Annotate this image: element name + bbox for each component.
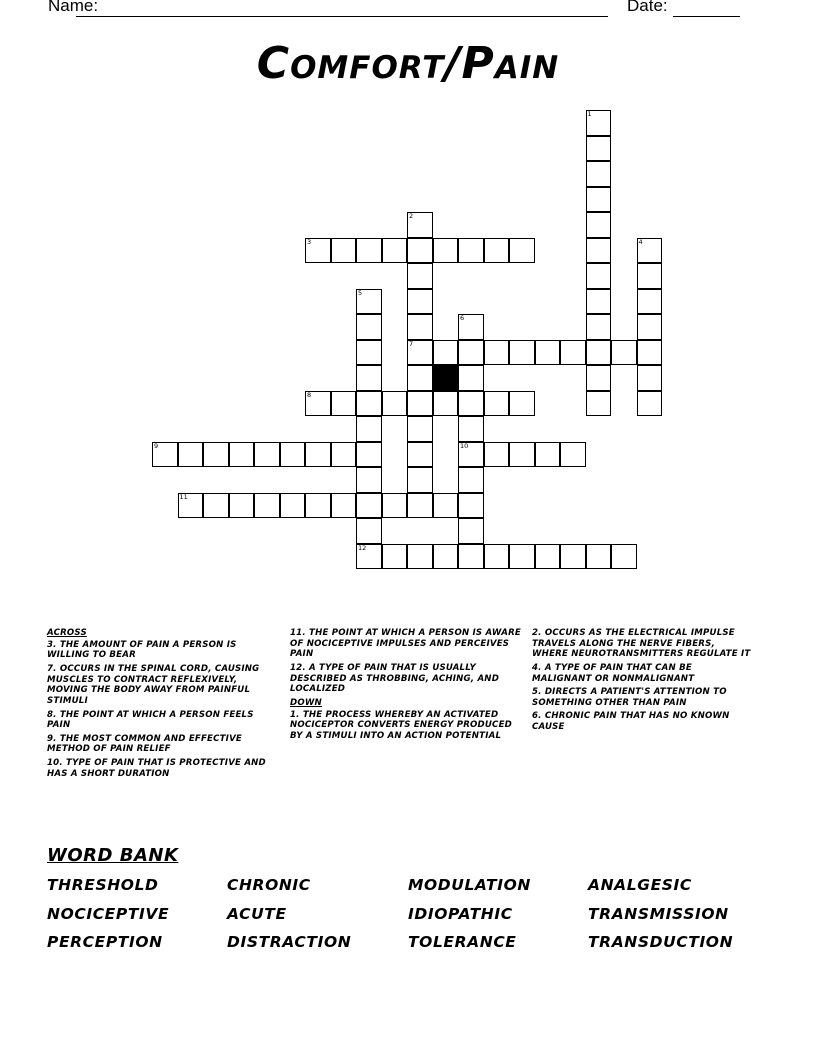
crossword-cell[interactable] bbox=[458, 493, 484, 519]
across-heading: ACROSS bbox=[47, 628, 87, 638]
crossword-cell[interactable] bbox=[560, 544, 586, 570]
crossword-cell[interactable] bbox=[535, 340, 561, 366]
crossword-cell[interactable] bbox=[586, 289, 612, 315]
crossword-cell[interactable] bbox=[356, 544, 382, 570]
clue-number: 6 bbox=[460, 314, 465, 322]
clues-column-2 bbox=[290, 628, 522, 744]
word-bank-item: TRANSMISSION bbox=[588, 905, 729, 923]
crossword-cell[interactable] bbox=[356, 467, 382, 493]
crossword-cell[interactable] bbox=[637, 289, 663, 315]
crossword-cell[interactable] bbox=[509, 391, 535, 417]
crossword-cell[interactable] bbox=[458, 544, 484, 570]
crossword-cell[interactable] bbox=[152, 442, 178, 468]
crossword-cell[interactable] bbox=[407, 493, 433, 519]
across-clue-11: 11. THE POINT AT WHICH A PERSON IS AWARE OF NOCICEPTIVE IMPULSES AND PERCEIVES PAIN bbox=[290, 628, 521, 660]
down-clue-5: 5. DIRECTS A PATIENT'S ATTENTION TO SOMETHING OTHER THAN PAIN bbox=[532, 687, 727, 708]
crossword-cell[interactable] bbox=[178, 442, 204, 468]
crossword-cell[interactable] bbox=[433, 391, 459, 417]
crossword-cell[interactable] bbox=[203, 442, 229, 468]
crossword-cell[interactable] bbox=[433, 238, 459, 264]
down-clue-4: 4. A TYPE OF PAIN THAT CAN BE MALIGNANT OR NONMALIGNANT bbox=[532, 662, 695, 684]
crossword-cell[interactable] bbox=[458, 314, 484, 340]
crossword-cell[interactable] bbox=[586, 544, 612, 570]
crossword-cell[interactable] bbox=[586, 238, 612, 264]
crossword-cell[interactable] bbox=[331, 442, 357, 468]
word-bank-item: NOCICEPTIVE bbox=[47, 905, 170, 923]
crossword-cell[interactable] bbox=[484, 238, 510, 264]
crossword-cell[interactable] bbox=[484, 442, 510, 468]
crossword-cell[interactable] bbox=[280, 493, 306, 519]
crossword-cell[interactable] bbox=[458, 391, 484, 417]
crossword-cell[interactable] bbox=[356, 238, 382, 264]
crossword-cell[interactable] bbox=[356, 365, 382, 391]
crossword-cell[interactable] bbox=[458, 340, 484, 366]
clue-number: 8 bbox=[307, 390, 312, 399]
crossword-cell[interactable] bbox=[407, 442, 433, 468]
crossword-cell[interactable] bbox=[407, 365, 433, 391]
crossword-cell[interactable] bbox=[637, 238, 663, 264]
crossword-cell[interactable] bbox=[203, 493, 229, 519]
crossword-cell[interactable] bbox=[407, 314, 433, 340]
crossword-cell[interactable] bbox=[433, 544, 459, 570]
crossword-cell[interactable] bbox=[458, 365, 484, 391]
crossword-cell[interactable] bbox=[509, 238, 535, 264]
crossword-cell[interactable] bbox=[382, 544, 408, 570]
down-clue-6: 6. CHRONIC PAIN THAT HAS NO KNOWN CAUSE bbox=[532, 711, 730, 733]
crossword-cell[interactable] bbox=[407, 238, 433, 264]
crossword-cell[interactable] bbox=[356, 391, 382, 417]
crossword-cell[interactable] bbox=[484, 544, 510, 570]
crossword-cell[interactable] bbox=[407, 263, 433, 289]
crossword-cell[interactable] bbox=[331, 493, 357, 519]
crossword-cell[interactable] bbox=[509, 442, 535, 468]
clue-number: 12 bbox=[358, 543, 367, 552]
down-clue-1: 1. THE PROCESS WHEREBY AN ACTIVATED NOCICEPTOR CONVERTS ENERGY PRODUCED BY A STIMULI INTO AN ACTION POTENTIAL bbox=[290, 709, 512, 741]
crossword-cell[interactable] bbox=[535, 544, 561, 570]
across-clue-3: 3. THE AMOUNT OF PAIN A PERSON IS WILLING TO BEAR bbox=[47, 639, 237, 661]
crossword-cell[interactable] bbox=[458, 467, 484, 493]
crossword-cell[interactable] bbox=[382, 391, 408, 417]
crossword-cell[interactable] bbox=[586, 314, 612, 340]
blocked-cell bbox=[433, 365, 459, 391]
word-bank-title: WORD BANK bbox=[47, 845, 179, 866]
crossword-cell[interactable] bbox=[407, 391, 433, 417]
crossword-cell[interactable] bbox=[458, 416, 484, 442]
word-bank-item: CHRONIC bbox=[227, 876, 311, 894]
crossword-cell[interactable] bbox=[611, 340, 637, 366]
clue-number: 11 bbox=[179, 492, 188, 501]
crossword-cell[interactable] bbox=[509, 544, 535, 570]
clues-column-3 bbox=[532, 628, 752, 736]
crossword-cell[interactable] bbox=[484, 340, 510, 366]
clue-number: 2 bbox=[409, 212, 414, 220]
crossword-cell[interactable] bbox=[637, 391, 663, 417]
down-clue-2: 2. OCCURS AS THE ELECTRICAL IMPULSE TRAVELS ALONG THE NERVE FIBERS, WHERE NEUROTRANSMITTERS REGULATE IT bbox=[532, 628, 751, 660]
crossword-cell[interactable] bbox=[586, 136, 612, 162]
clue-number: 3 bbox=[307, 237, 312, 246]
word-bank-item: IDIOPATHIC bbox=[408, 905, 513, 923]
crossword-cell[interactable] bbox=[331, 391, 357, 417]
word-bank-item: TOLERANCE bbox=[408, 933, 517, 951]
crossword-cell[interactable] bbox=[280, 442, 306, 468]
crossword-cell[interactable] bbox=[407, 544, 433, 570]
crossword-cell[interactable] bbox=[254, 442, 280, 468]
crossword-cell[interactable] bbox=[509, 340, 535, 366]
crossword-cell[interactable] bbox=[254, 493, 280, 519]
crossword-cell[interactable] bbox=[356, 416, 382, 442]
clue-number: 4 bbox=[638, 237, 643, 246]
page-title: Comfort/Pain bbox=[256, 38, 560, 89]
clue-number: 7 bbox=[409, 339, 414, 348]
name-label: Name: bbox=[48, 0, 99, 15]
word-bank-item: TRANSDUCTION bbox=[588, 933, 734, 951]
word-bank-item: ACUTE bbox=[227, 905, 287, 923]
word-bank-item: MODULATION bbox=[408, 876, 531, 894]
crossword-cell[interactable] bbox=[586, 212, 612, 238]
crossword-cell[interactable] bbox=[433, 493, 459, 519]
crossword-cell[interactable] bbox=[407, 340, 433, 366]
crossword-cell[interactable] bbox=[356, 493, 382, 519]
across-clue-7: 7. OCCURS IN THE SPINAL CORD, CAUSING MUSCLES TO CONTRACT REFLEXIVELY, MOVING THE BODY AWAY FROM PAINFUL STIMULI bbox=[47, 663, 260, 707]
down-heading: DOWN bbox=[290, 697, 322, 708]
crossword-cell[interactable] bbox=[178, 493, 204, 519]
crossword-cell[interactable] bbox=[382, 493, 408, 519]
crossword-cell[interactable] bbox=[407, 289, 433, 315]
word-bank-item: THRESHOLD bbox=[47, 876, 159, 894]
clue-number: 10 bbox=[460, 441, 469, 450]
clue-number: 1 bbox=[587, 110, 592, 118]
word-bank-item: ANALGESIC bbox=[588, 876, 692, 894]
across-clue-8: 8. THE POINT AT WHICH A PERSON FEELS PAIN bbox=[47, 709, 254, 731]
crossword-cell[interactable] bbox=[637, 263, 663, 289]
crossword-cell[interactable] bbox=[586, 263, 612, 289]
clue-number: 5 bbox=[358, 288, 363, 297]
crossword-cell[interactable] bbox=[229, 493, 255, 519]
crossword-cell[interactable] bbox=[458, 518, 484, 544]
crossword-cell[interactable] bbox=[458, 442, 484, 468]
crossword-cell[interactable] bbox=[637, 314, 663, 340]
crossword-cell[interactable] bbox=[586, 187, 612, 213]
crossword-cell[interactable] bbox=[637, 365, 663, 391]
crossword-cell[interactable] bbox=[356, 518, 382, 544]
word-bank-item: DISTRACTION bbox=[227, 933, 352, 951]
crossword-cell[interactable] bbox=[560, 340, 586, 366]
crossword-cell[interactable] bbox=[586, 365, 612, 391]
clue-number: 9 bbox=[154, 441, 159, 450]
crossword-cell[interactable] bbox=[586, 391, 612, 417]
crossword-cell[interactable] bbox=[356, 442, 382, 468]
crossword-cell[interactable] bbox=[433, 340, 459, 366]
crossword-cell[interactable] bbox=[535, 442, 561, 468]
crossword-cell[interactable] bbox=[407, 467, 433, 493]
crossword-cell[interactable] bbox=[586, 161, 612, 187]
across-clue-9: 9. THE MOST COMMON AND EFFECTIVE METHOD OF PAIN RELIEF bbox=[47, 733, 242, 755]
crossword-cell[interactable] bbox=[356, 314, 382, 340]
crossword-cell[interactable] bbox=[637, 340, 663, 366]
crossword-cell[interactable] bbox=[560, 442, 586, 468]
crossword-cell[interactable] bbox=[305, 442, 331, 468]
date-label: Date: bbox=[627, 0, 668, 15]
crossword-cell[interactable] bbox=[611, 544, 637, 570]
crossword-cell[interactable] bbox=[407, 212, 433, 238]
crossword-cell[interactable] bbox=[305, 391, 331, 417]
crossword-cell[interactable] bbox=[484, 391, 510, 417]
crossword-cell[interactable] bbox=[229, 442, 255, 468]
crossword-cell[interactable] bbox=[458, 238, 484, 264]
crossword-cell[interactable] bbox=[305, 493, 331, 519]
across-clue-10: 10. TYPE OF PAIN THAT IS PROTECTIVE AND HAS A SHORT DURATION bbox=[47, 757, 266, 779]
crossword-cell[interactable] bbox=[586, 110, 612, 136]
crossword-cell[interactable] bbox=[586, 340, 612, 366]
crossword-cell[interactable] bbox=[356, 289, 382, 315]
crossword-cell[interactable] bbox=[382, 238, 408, 264]
across-clue-12: 12. A TYPE OF PAIN THAT IS USUALLY DESCRIBED AS THROBBING, ACHING, AND LOCALIZED bbox=[290, 662, 500, 695]
crossword-cell[interactable] bbox=[407, 416, 433, 442]
word-bank-item: PERCEPTION bbox=[47, 933, 163, 951]
crossword-cell[interactable] bbox=[305, 238, 331, 264]
crossword-cell[interactable] bbox=[331, 238, 357, 264]
clues-column-1 bbox=[47, 628, 279, 782]
crossword-cell[interactable] bbox=[356, 340, 382, 366]
